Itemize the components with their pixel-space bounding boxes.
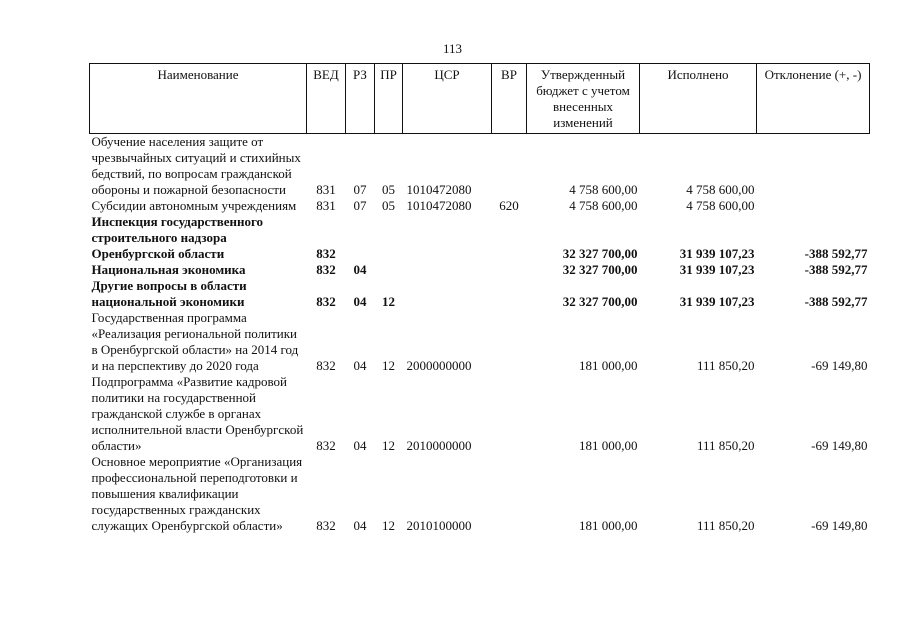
table-row: [90, 278, 870, 310]
row-executed: 111 850,20: [696, 518, 755, 533]
header-ved: ВЕД: [307, 64, 346, 134]
row-csr: [403, 278, 492, 310]
row-pr: 05: [382, 182, 395, 197]
header-deviation: Отклонение (+, -): [757, 64, 870, 134]
row-csr: 2000000000: [406, 358, 472, 373]
row-rz: 04: [353, 438, 367, 453]
row-rz: [346, 214, 375, 262]
row-ved: 831: [316, 198, 336, 213]
row-name: Инспекция государственного строительного надзора Оренбургской области: [91, 214, 264, 261]
row-pr: 12: [382, 438, 395, 453]
row-budget: 181 000,00: [579, 358, 638, 373]
row-csr: 1010472080: [406, 198, 472, 213]
row-csr: [403, 214, 492, 262]
row-csr: 2010100000: [406, 518, 472, 533]
row-name: Субсидии автономным учреждениям: [91, 198, 297, 213]
row-deviation: [757, 198, 870, 214]
row-ved: 832: [316, 518, 336, 533]
row-rz: 07: [353, 182, 367, 197]
row-rz: 04: [353, 358, 367, 373]
row-pr: [375, 262, 403, 278]
header-pr: ПР: [375, 64, 403, 134]
budget-table: [89, 63, 870, 534]
row-rz: 07: [353, 198, 367, 213]
row-executed: 4 758 600,00: [686, 198, 755, 213]
row-executed: 111 850,20: [696, 438, 755, 453]
table-row: [90, 262, 870, 278]
row-deviation: -388 592,77: [804, 262, 868, 277]
row-ved: 832: [316, 262, 336, 277]
table-row: [90, 374, 870, 454]
row-deviation: -388 592,77: [804, 246, 868, 261]
row-name: Государственная программа «Реализация региональной политики в Оренбургской области» на 2014 год и на перспективу до 2020 года: [91, 310, 299, 373]
row-pr: 12: [382, 518, 395, 533]
row-vr: [492, 134, 527, 199]
table-row: [90, 134, 870, 199]
row-deviation: -69 149,80: [811, 358, 868, 373]
row-rz: 04: [353, 518, 367, 533]
row-csr: 2010000000: [406, 438, 472, 453]
row-vr: [492, 262, 527, 278]
row-executed: 31 939 107,23: [679, 246, 755, 261]
row-ved: 832: [316, 438, 336, 453]
row-vr: [492, 454, 527, 534]
row-vr: [492, 278, 527, 310]
row-name: Обучение населения защите от чрезвычайных ситуаций и стихийных бедствий, по вопросам гражданской обороны и пожарной безопасности: [91, 134, 301, 197]
row-ved: 832: [316, 358, 336, 373]
row-vr: [492, 374, 527, 454]
row-vr: [492, 310, 527, 374]
header-name: Наименование: [90, 64, 307, 134]
table-header: [90, 64, 870, 134]
row-pr: 12: [382, 294, 395, 309]
row-name: Другие вопросы в области национальной экономики: [91, 278, 247, 309]
row-executed: 31 939 107,23: [679, 294, 755, 309]
row-pr: 05: [382, 198, 395, 213]
row-vr: [492, 214, 527, 262]
table-body: [90, 134, 870, 535]
row-rz: 04: [353, 294, 367, 309]
row-executed: 111 850,20: [696, 358, 755, 373]
row-ved: 832: [316, 294, 336, 309]
row-budget: 4 758 600,00: [569, 182, 638, 197]
row-budget: 181 000,00: [579, 518, 638, 533]
row-csr: 1010472080: [406, 182, 472, 197]
page-number: 113: [442, 41, 463, 56]
row-executed: 31 939 107,23: [679, 262, 755, 277]
table-row: [90, 198, 870, 214]
row-deviation: -388 592,77: [804, 294, 868, 309]
table-row: [90, 310, 870, 374]
row-budget: 4 758 600,00: [569, 198, 638, 213]
row-budget: 181 000,00: [579, 438, 638, 453]
header-budget: Утвержденный бюджет с учетом внесенных изменений: [527, 64, 640, 134]
row-ved: 832: [316, 246, 336, 261]
row-vr: 620: [499, 198, 519, 213]
row-name: Подпрограмма «Развитие кадровой политики на государственной гражданской службе в органах исполнительной власти Оренбургской области»: [91, 374, 304, 453]
header-csr: ЦСР: [403, 64, 492, 134]
row-budget: 32 327 700,00: [562, 262, 638, 277]
row-name: Национальная экономика: [91, 262, 246, 277]
row-deviation: -69 149,80: [811, 438, 868, 453]
row-rz: 04: [353, 262, 367, 277]
row-budget: 32 327 700,00: [562, 294, 638, 309]
header-rz: РЗ: [346, 64, 375, 134]
row-pr: [375, 214, 403, 262]
header-executed: Исполнено: [640, 64, 757, 134]
row-budget: 32 327 700,00: [562, 246, 638, 261]
row-deviation: [757, 134, 870, 199]
row-executed: 4 758 600,00: [686, 182, 755, 197]
table-row: [90, 454, 870, 534]
row-name: Основное мероприятие «Организация профессиональной переподготовки и повышения квалификации государственных гражданских служащих Оренбургской области»: [91, 454, 303, 533]
row-csr: [403, 262, 492, 278]
row-pr: 12: [382, 358, 395, 373]
row-deviation: -69 149,80: [811, 518, 868, 533]
table-row: [90, 214, 870, 262]
row-ved: 831: [316, 182, 336, 197]
header-vr: ВР: [492, 64, 527, 134]
